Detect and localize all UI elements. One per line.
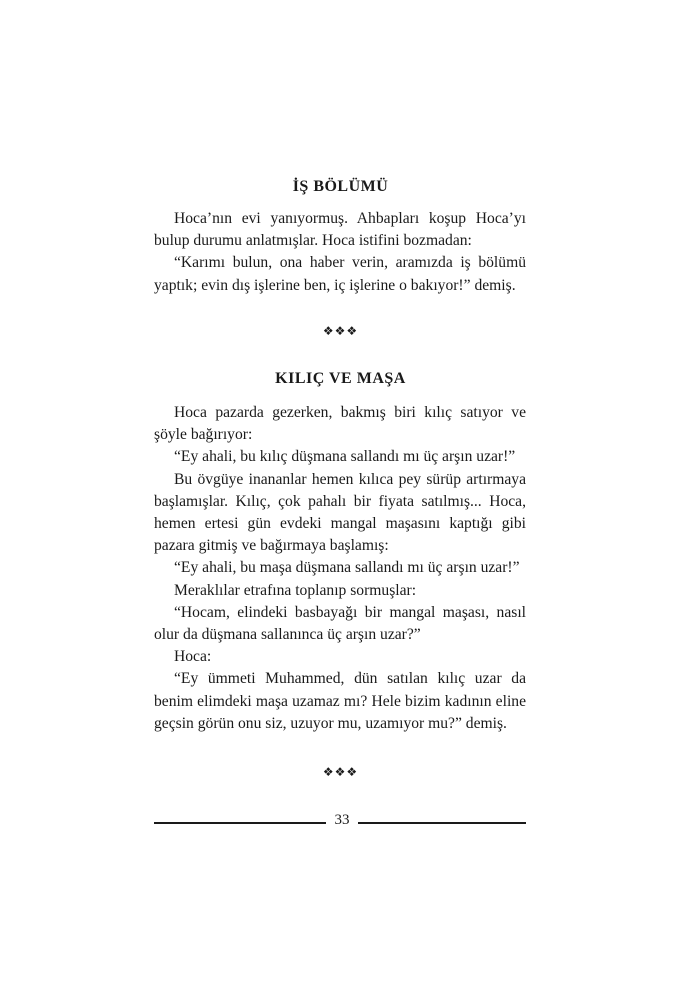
section-body-kilic-ve-masa [154,402,526,735]
paragraph: “Hocam, elindeki basbayağı bir mangal maşası, nasıl olur da düşmana sallanınca üç arşın uzar?” [154,603,526,644]
page-number: 33 [334,812,350,828]
paragraph: Hoca pazarda gezerken, bakmış biri kılıç satıyor ve şöyle bağırıyor: [154,404,526,444]
paragraph: “Ey ahali, bu maşa düşmana sallandı mı üç arşın uzar!” [174,559,520,577]
paragraph: Hoca: [174,648,212,666]
section-title-is-bolumu: İŞ BÖLÜMÜ [292,178,389,195]
footer-rule-left [154,822,326,824]
paragraph: “Karımı bulun, ona haber verin, aramızda iş bölümü yaptık; evin dış işlerine ben, iç işlerine o bakıyor!” demiş. [154,254,526,294]
section-body-is-bolumu [154,208,526,297]
ornament-divider: ❖❖❖ [322,324,359,338]
ornament-divider: ❖❖❖ [322,765,359,779]
paragraph: Meraklılar etrafına toplanıp sormuşlar: [174,581,417,599]
paragraph: “Ey ahali, bu kılıç düşmana sallandı mı üç arşın uzar!” [174,448,516,466]
footer-rule-right [358,822,526,824]
paragraph: “Ey ümmeti Muhammed, dün satılan kılıç uzar da benim elimdeki maşa uzamaz mı? Hele bizim kadının eline geçsin görün onu siz, uzuyor mu, uzamıyor mu?” demiş. [154,670,526,732]
section-title-kilic-ve-masa: KILIÇ VE MAŞA [275,370,406,387]
paragraph: Bu övgüye inananlar hemen kılıca pey sürüp artırmaya başlamışlar. Kılıç, çok pahalı bir fiyata satılmış... Hoca, hemen ertesi gün evdeki mangal maşasını kaptığı gibi pazara gitmiş ve bağırmaya başlamış: [154,470,526,555]
paragraph: Hoca’nın evi yanıyormuş. Ahbapları koşup Hoca’yı bulup durumu anlatmışlar. Hoca istifini bozmadan: [154,210,526,250]
